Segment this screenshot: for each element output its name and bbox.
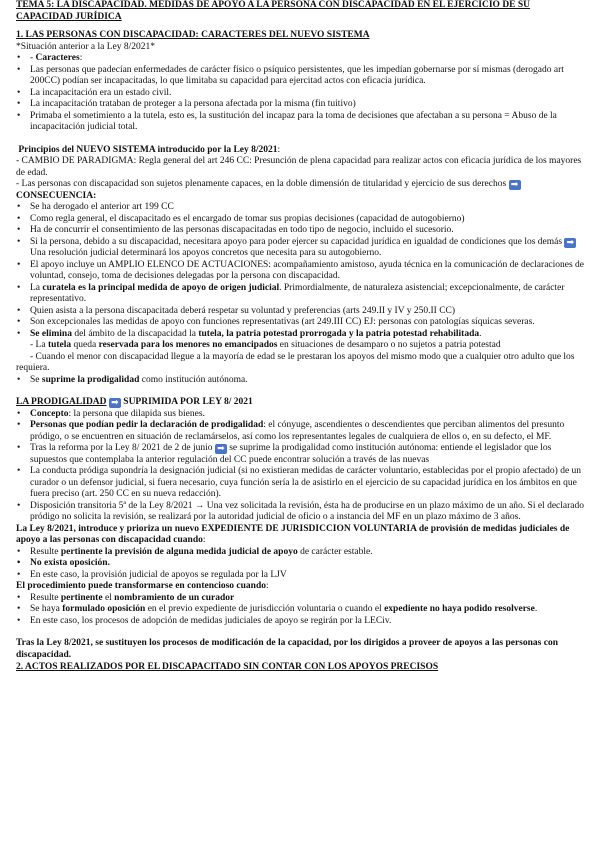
list-item: • Como regla general, el discapacitado es el encargado de tomar sus propias decisiones (capacidad de autogobierno) — [16, 214, 589, 226]
list-item: • La curatela es la principal medida de apoyo de origen judicial. Primordialmente, de naturaleza asistencial; excepcionalmente, de carácter representativo. — [16, 283, 589, 306]
expediente-list — [16, 547, 589, 582]
principios-heading: Principios del NUEVO SISTEMA introducido por la Ley 8/2021: — [18, 144, 281, 155]
list-item: • Si la persona, debido a su discapacidad, necesitara apoyo para poder ejercer su capacidad jurídica en igualdad de condiciones que los demás ➡ Una resolución judicial determinará los apoyos concretos que necesita para su autogobierno. — [16, 237, 589, 260]
sujetos-capaces: - Las personas con discapacidad son sujetos plenamente capaces, en la doble dimensión de titularidad y ejercicio de sus derechos ➡ — [16, 179, 589, 191]
procedimiento-list — [16, 593, 589, 628]
list-item: • No exista oposición. — [16, 558, 589, 570]
tras-ley-paragraph: Tras la Ley 8/2021, se sustituyen los procesos de modificación de la capacidad, por los dirigidos a proveer de apoyos a las personas con discapacidad. — [16, 638, 558, 660]
list-item: • En este caso, la provisión judicial de apoyos se regulada por la LJV — [16, 570, 589, 582]
prodigalidad-heading: LA PRODIGALIDAD ➡ SUPRIMIDA POR LEY 8/ 2021 — [16, 397, 253, 408]
list-item: • Personas que podían pedir la declaración de prodigalidad: el cónyuge, ascendientes o descendientes que perciban alimentos del presunto pródigo, o se encuentren en situación de reclamárselos, así como los representantes legales de cualquiera de ellos o, en su defecto, el MF. — [16, 420, 589, 443]
list-item: • Se suprime la prodigalidad como institución autónoma. — [16, 375, 589, 387]
list-item: • Primaba el sometimiento a la tutela, esto es, la sustitución del incapaz para la toma de decisiones que afectaban a su persona = Abuso de la incapacitación judicial total. — [16, 111, 589, 134]
menor-note: - Cuando el menor con discapacidad llegue a la mayoría de edad se le prestaran los apoyos del mismo modo que a cualquier otro adulto que los requiera. — [16, 351, 575, 373]
list-item: • Ha de concurrir el consentimiento de las personas discapacitadas en todo tipo de negocio, incluido el sucesorio. — [16, 225, 589, 237]
list-item: • Se elimina del ámbito de la discapacidad la tutela, la patria potestad prorrogada y la patria potestad rehabilitada. — [16, 329, 589, 341]
section-1-heading: 1. LAS PERSONAS CON DISCAPACIDAD: CARACTERES DEL NUEVO SISTEMA — [16, 30, 370, 40]
list-item: • Resulte pertinente la previsión de alguna medida judicial de apoyo de carácter estable. — [16, 547, 589, 559]
list-item: • El apoyo incluye un AMPLIO ELENCO DE ACTUACIONES: acompañamiento amistoso, ayuda técnica en la comunicación de declaraciones de voluntad, consejo, toma de decisiones delegadas por la persona con discapacidad. — [16, 260, 589, 283]
list-item: • Concepto: la persona que dilapida sus bienes. — [16, 409, 589, 421]
list-item: • - Caracteres: — [16, 53, 589, 65]
list-item: • Se haya formulado oposición en el previo expediente de jurisdicción voluntaria o cuando el expediente no haya podido resolverse. — [16, 604, 589, 616]
expediente-paragraph: La Ley 8/2021, introduce y prioriza un nuevo EXPEDIENTE DE JURISDICCION VOLUNTARIA de provisión de medidas judiciales de apoyo a las personas con discapacidad cuando: — [16, 523, 570, 545]
cambio-paradigma: - CAMBIO DE PARADIGMA: Regla general del art 246 CC: Presunción de plena capacidad para realizar actos con eficacia jurídica de los mayores de edad. — [16, 156, 582, 178]
list-item: • Se ha derogado el anterior art 199 CC — [16, 202, 589, 214]
page-title: TEMA 5: LA DISCAPACIDAD. MEDIDAS DE APOYO A LA PERSONA CON DISCAPACIDAD EN EL EJERCICIO DE SU CAPACIDAD JURÍDICA — [16, 0, 531, 22]
right-arrow-icon: ➡ — [509, 180, 521, 190]
list-item: • Resulte pertinente el nombramiento de un curador — [16, 593, 589, 605]
list-item: • La incapacitación era un estado civil. — [16, 88, 589, 100]
caracteres-list — [16, 53, 589, 134]
list-item: • Son excepcionales las medidas de apoyo con funciones representativas (art 249.III CC) EJ: personas con patologías síquicas severas. — [16, 317, 589, 329]
list-item: • Quien asista a la persona discapacitada deberá respetar su voluntad y preferencias (arts 249.II y IV y 250.II CC) — [16, 306, 589, 318]
consecuencia-heading: CONSECUENCIA: — [16, 190, 97, 201]
right-arrow-icon: ➡ — [564, 238, 576, 248]
list-item: • En este caso, los procesos de adopción de medidas judiciales de apoyo se regirán por la LECiv. — [16, 616, 589, 628]
list-item: • Las personas que padecían enfermedades de carácter físico o psíquico persistentes, que les impedían gobernarse por sí mismas (derogado art 200CC) podían ser incapacitadas, lo que limitaba su capacidad para ejercitad actos con eficacia jurídica. — [16, 65, 589, 88]
list-item: • La conducta pródiga supondría la designación judicial (si no existieran medidas de carácter voluntario, establecidas por el propio afectado) de un curador o un defensor judicial, si fuera necesario, cuya función sería la de asistirlo en el ejercicio de su capacidad jurídica en los ámbitos en que fuera preciso (art. 250 CC en su nueva redacción). — [16, 466, 589, 501]
prodigalidad-bullet — [16, 375, 589, 387]
section-2-heading: 2. ACTOS REALIZADOS POR EL DISCAPACITADO SIN CONTAR CON LOS APOYOS PRECISOS — [16, 662, 439, 672]
right-arrow-icon: ➡ — [215, 444, 227, 454]
consecuencia-list — [16, 202, 589, 340]
previous-situation-note: *Situación anterior a la Ley 8/2021* — [16, 41, 156, 52]
tutela-note: - La tutela queda reservada para los menores no emancipados en situaciones de desamparo o no sujetos a patria potestad — [30, 340, 501, 350]
right-arrow-icon: ➡ — [109, 398, 121, 408]
list-item: • Tras la reforma por la Ley 8/ 2021 de 2 de junio ➡ se suprime la prodigalidad como institución autónoma: entiende el legislador que los supuestos que contemplaba la anterior regulación del CC puede encontrar solución a través de las nuevas — [16, 443, 589, 466]
list-item: • Disposición transitoria 5ª de la Ley 8/2021 → Una vez solicitada la revisión, ésta ha de producirse en un plazo máximo de un año. Si el declarado pródigo no solicita la revisión, se realizará por la autoridad judicial de oficio o a instancia del MF en un plazo máximo de 3 años. — [16, 501, 589, 524]
prodigalidad-list — [16, 409, 589, 524]
list-item: • La incapacitación trataban de proteger a la persona afectada por la misma (fin tuitivo) — [16, 99, 589, 111]
procedimiento-paragraph: El procedimiento puede transformarse en contencioso cuando: — [16, 581, 269, 591]
